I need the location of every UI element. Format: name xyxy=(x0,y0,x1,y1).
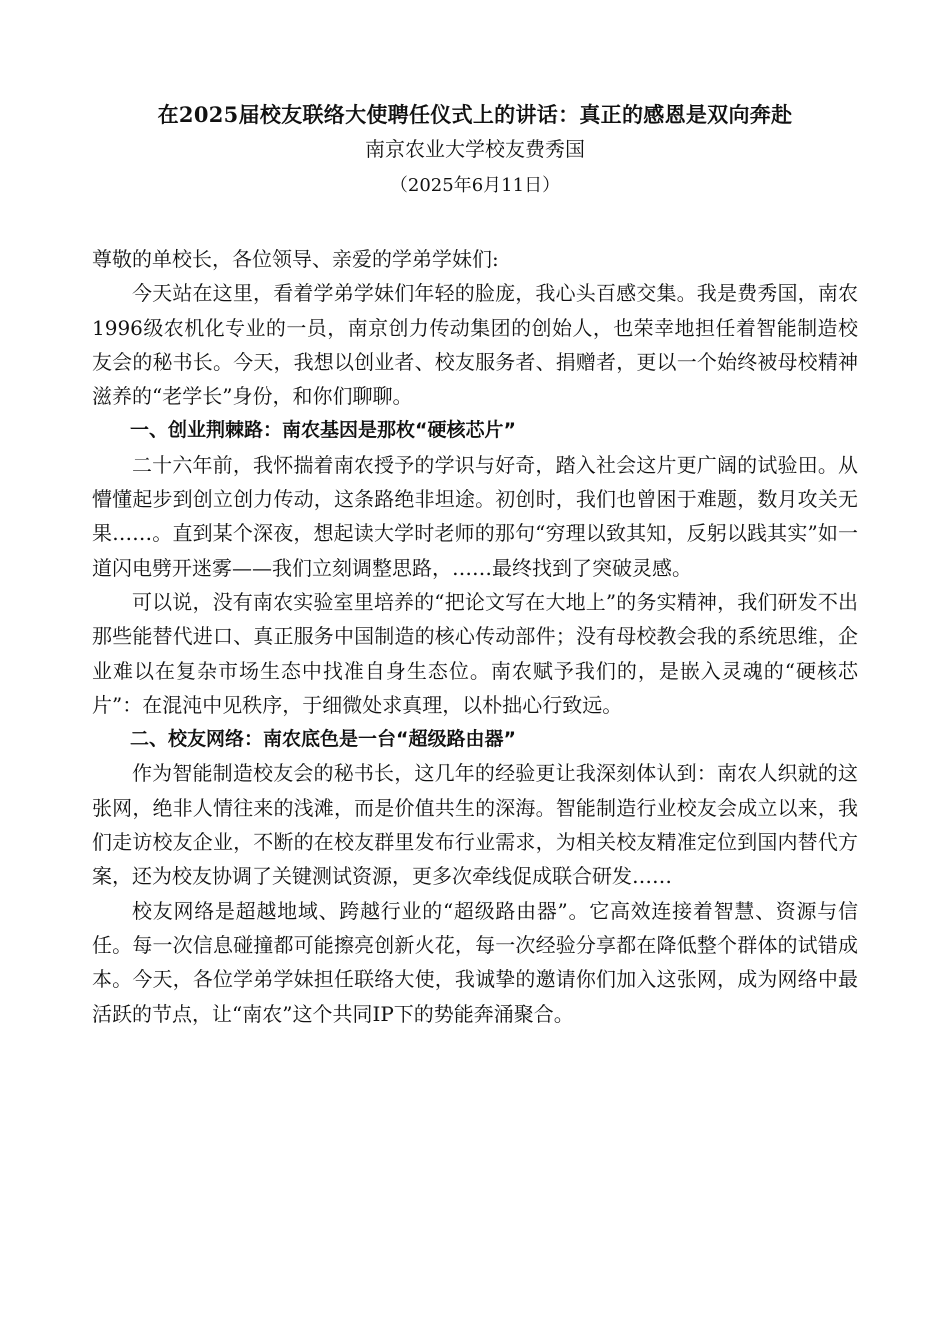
author-line: 南京农业大学校友费秀国 xyxy=(365,137,585,161)
paragraph-super-router: 校友网络是超越地域、跨越行业的“超级路由器”。它高效连接着智慧、资源与信任。每一次信息碰撞都可能擦亮创新火花，每一次经验分享都在降低整个群体的试错成本。今天，各位学弟学妹担任联络大使，我诚挚的邀请你们加入这张网，成为网络中最活跃的节点，让“南农”这个共同IP下的势能奔涌聚合。 xyxy=(92,898,858,1026)
salutation: 尊敬的单校长，各位领导、亲爱的学弟学妹们: xyxy=(92,247,499,271)
section-heading-alumni-network: 二、校友网络：南农底色是一台“超级路由器” xyxy=(130,728,516,751)
speech-body xyxy=(92,242,858,1031)
speech-title: 在2025届校友联络大使聘任仪式上的讲话：真正的感恩是双向奔赴 xyxy=(157,102,793,127)
paragraph-intro: 今天站在这里，看着学弟学妹们年轻的脸庞，我心头百感交集。我是费秀国，南农1996级农机化专业的一员，南京创力传动集团的创始人，也荣幸地担任着智能制造校友会的秘书长。今天，我想以创业者、校友服务者、捐赠者，更以一个始终被母校精神滋养的“老学长”身份，和你们聊聊。 xyxy=(92,281,858,409)
speech-date: （2025年6月11日） xyxy=(389,175,561,196)
section-heading-entrepreneurship: 一、创业荆棘路：南农基因是那枚“硬核芯片” xyxy=(130,419,516,442)
paragraph-hardcore-chip: 可以说，没有南农实验室里培养的“把论文写在大地上”的务实精神，我们研发不出那些能替代进口、真正服务中国制造的核心传动部件；没有母校教会我的系统思维，企业难以在复杂市场生态中找准自身生态位。南农赋予我们的，是嵌入灵魂的“硬核芯片”：在混沌中见秩序，于细微处求真理，以朴拙心行致远。 xyxy=(92,589,858,717)
paragraph-alumni-association: 作为智能制造校友会的秘书长，这几年的经验更让我深刻体认到：南农人织就的这张网，绝非人情往来的浅滩，而是价值共生的深海。智能制造行业校友会成立以来，我们走访校友企业，不断的在校友群里发布行业需求，为相关校友精准定位到国内替代方案，还为校友协调了关键测试资源，更多次牵线促成联合研发…… xyxy=(92,761,858,889)
paragraph-entrepreneurship-story: 二十六年前，我怀揣着南农授予的学识与好奇，踏入社会这片更广阔的试验田。从懵懂起步到创立创力传动，这条路绝非坦途。初创时，我们也曾困于难题，数月攻关无果……。直到某个深夜，想起读大学时老师的那句“穷理以致其知，反躬以践其实”如一道闪电劈开迷雾——我们立刻调整思路，……最终找到了突破灵感。 xyxy=(92,452,858,580)
